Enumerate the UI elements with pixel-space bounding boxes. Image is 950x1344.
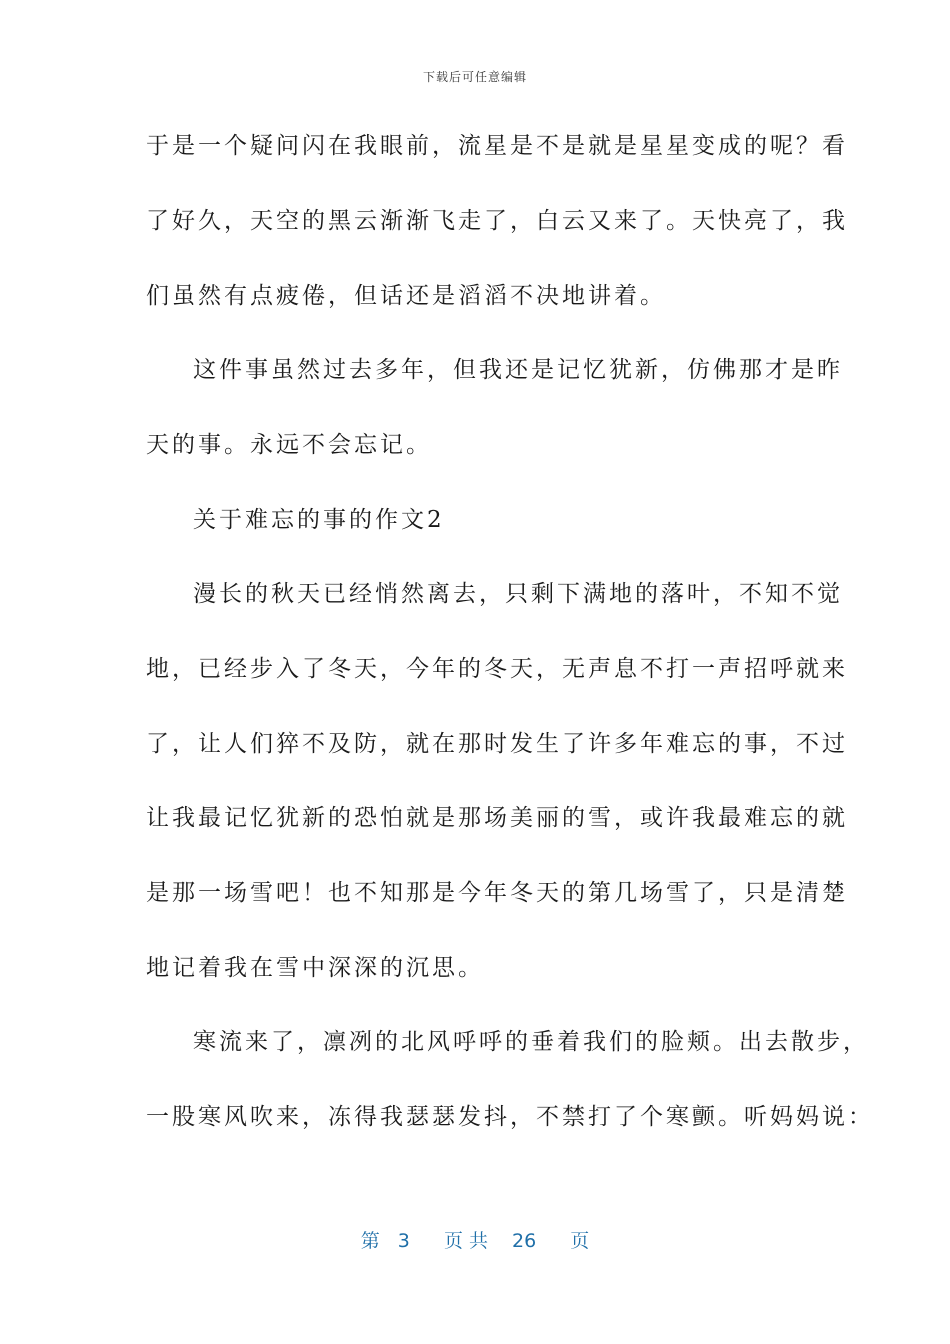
body-line: 天的事。永远不会忘记。 (146, 432, 432, 458)
footer-middle: 页共 (443, 1230, 494, 1252)
footer-prefix: 第 (360, 1230, 380, 1252)
body-line: 漫长的秋天已经悄然离去，只剩下满地的落叶，不知不觉 (193, 581, 843, 607)
page-footer (0, 1226, 950, 1253)
body-line: 是那一场雪吧！也不知那是今年冬天的第几场雪了，只是清楚 (146, 880, 848, 906)
footer-current-page: 3 (397, 1230, 410, 1252)
section-heading: 关于难忘的事的作文2 (193, 507, 445, 533)
footer-total-pages: 26 (512, 1230, 537, 1252)
body-line: 了，让人们猝不及防，就在那时发生了许多年难忘的事，不过 (146, 731, 848, 757)
body-line: 地，已经步入了冬天，今年的冬天，无声息不打一声招呼就来 (146, 656, 848, 682)
body-line: 了好久，天空的黑云渐渐飞走了，白云又来了。天快亮了，我 (146, 208, 848, 234)
body-line: 们虽然有点疲倦，但话还是滔滔不决地讲着。 (146, 283, 666, 309)
body-line: 于是一个疑问闪在我眼前，流星是不是就是星星变成的呢？看 (146, 133, 848, 159)
body-line: 让我最记忆犹新的恐怕就是那场美丽的雪，或许我最难忘的就 (146, 805, 848, 831)
body-line: 地记着我在雪中深深的沉思。 (146, 955, 484, 981)
page-header: 下载后可任意编辑 (422, 70, 527, 84)
body-line: 一股寒风吹来，冻得我瑟瑟发抖，不禁打了个寒颤。听妈妈说： (146, 1104, 874, 1130)
body-line: 这件事虽然过去多年，但我还是记忆犹新，仿佛那才是昨 (193, 357, 843, 383)
body-line: 寒流来了，凛冽的北风呼呼的垂着我们的脸颊。出去散步， (193, 1029, 869, 1055)
footer-suffix: 页 (570, 1230, 590, 1252)
